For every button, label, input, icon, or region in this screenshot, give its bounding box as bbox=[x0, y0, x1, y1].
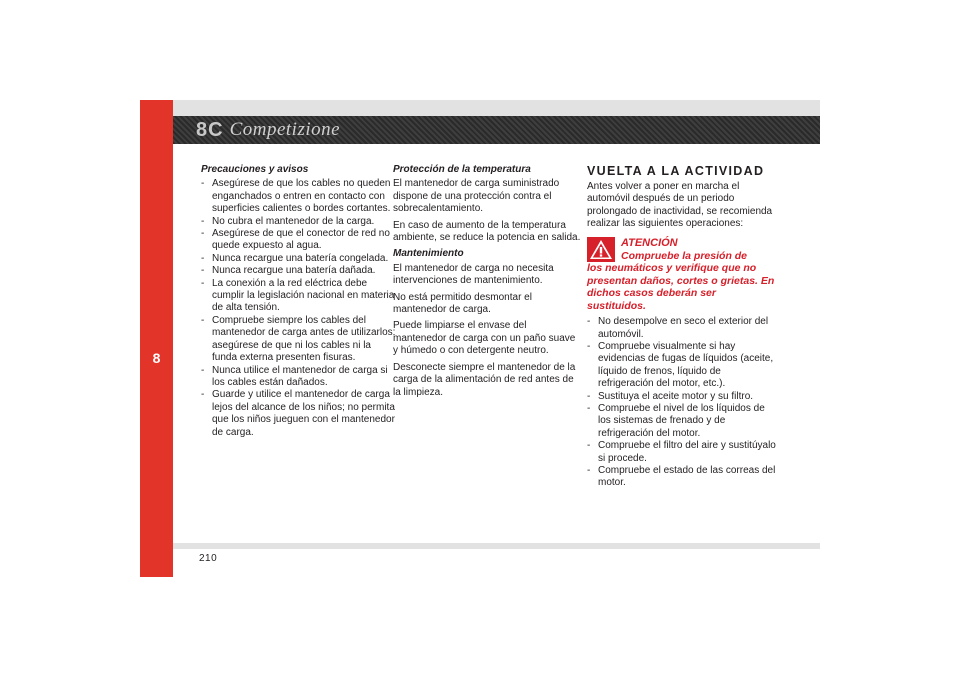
chapter-tab bbox=[140, 100, 173, 577]
list-item: - Compruebe siempre los cables del mantenedor de carga antes de utilizarlos: asegúrese de que ni los cables ni la funda externa presenten fisuras. bbox=[201, 315, 397, 365]
header-top-strip bbox=[173, 100, 820, 116]
paragraph: El mantenedor de carga suministrado dispone de una protección contra el sobrecalentamiento. bbox=[393, 178, 560, 215]
chapter-number: 8 bbox=[152, 350, 161, 366]
list-item: - Compruebe el filtro del aire y sustitúyalo si procede. bbox=[587, 440, 777, 465]
list-item: - Guarde y utilice el mantenedor de carga lejos del alcance de los niños; no permita que los niños jueguen con el mantenedor de carga. bbox=[201, 389, 397, 439]
list-item: - Sustituya el aceite motor y su filtro. bbox=[587, 391, 777, 403]
section-title-precauciones: Precauciones y avisos bbox=[201, 164, 309, 175]
list-item: - Compruebe el estado de las correas del motor. bbox=[587, 465, 777, 490]
paragraph: Desconecte siempre el mantenedor de la carga de la alimentación de red antes de la limpieza. bbox=[393, 361, 576, 398]
list-item: - Nunca utilice el mantenedor de carga si los cables están dañados. bbox=[201, 365, 397, 390]
logo-wordmark: Competizione bbox=[229, 119, 341, 140]
footer-strip bbox=[173, 543, 820, 549]
section-title-proteccion: Protección de la temperatura bbox=[393, 164, 531, 175]
column-vuelta bbox=[587, 164, 777, 490]
list-item: - Nunca recargue una batería congelada. bbox=[201, 253, 397, 265]
paragraph: No está permitido desmontar el mantenedor de carga. bbox=[393, 291, 532, 316]
list-item: - Asegúrese de que los cables no queden enganchados o entren en contacto con superficies calientes o bordes cortantes. bbox=[201, 178, 397, 215]
paragraph: En caso de aumento de la temperatura ambiente, se reduce la potencia en salida. bbox=[393, 219, 581, 244]
list-item: - Compruebe el nivel de los líquidos de los sistemas de frenado y de refrigeración del motor. bbox=[587, 403, 777, 440]
list-item: - No cubra el mantenedor de la carga. bbox=[201, 216, 397, 228]
section-heading-vuelta: VUELTA A LA ACTIVIDAD bbox=[587, 164, 765, 178]
logo-model: 8C bbox=[196, 118, 224, 141]
warning-text: Compruebe la presión de bbox=[621, 249, 748, 262]
warning-triangle-icon bbox=[587, 237, 615, 262]
vuelta-list bbox=[587, 316, 777, 490]
warning-box bbox=[587, 237, 777, 313]
list-item: - Compruebe visualmente si hay evidencias de fugas de líquidos (aceite, líquido de frenos, líquido de refrigeración del motor, etc.). bbox=[587, 341, 777, 391]
paragraph: Puede limpiarse el envase del mantenedor de carga con un paño suave y húmedo o con detergente neutro. bbox=[393, 320, 576, 357]
warning-title: ATENCIÓN bbox=[621, 236, 678, 249]
list-item: - No desempolve en seco el exterior del automóvil. bbox=[587, 316, 777, 341]
column-precauciones bbox=[201, 164, 397, 439]
warning-text: los neumáticos y verifique que no presentan daños, cortes o grietas. En dichos casos deberán ser sustituidos. bbox=[587, 262, 775, 312]
paragraph: Antes volver a poner en marcha el automóvil después de un periodo prolongado de inactividad, se recomienda realizar las siguientes operaciones: bbox=[587, 181, 773, 230]
list-item: - Asegúrese de que el conector de red no quede expuesto al agua. bbox=[201, 228, 397, 253]
page-number: 210 bbox=[199, 553, 218, 564]
section-title-mantenimiento: Mantenimiento bbox=[393, 248, 464, 260]
precauciones-list bbox=[201, 178, 397, 439]
brand-logo bbox=[196, 116, 340, 144]
list-item: - La conexión a la red eléctrica debe cumplir la legislación nacional en materia de alta tensión. bbox=[201, 278, 397, 315]
list-item: - Nunca recargue una batería dañada. bbox=[201, 265, 397, 277]
paragraph: El mantenedor de carga no necesita intervenciones de mantenimiento. bbox=[393, 262, 554, 287]
column-proteccion bbox=[393, 164, 581, 403]
